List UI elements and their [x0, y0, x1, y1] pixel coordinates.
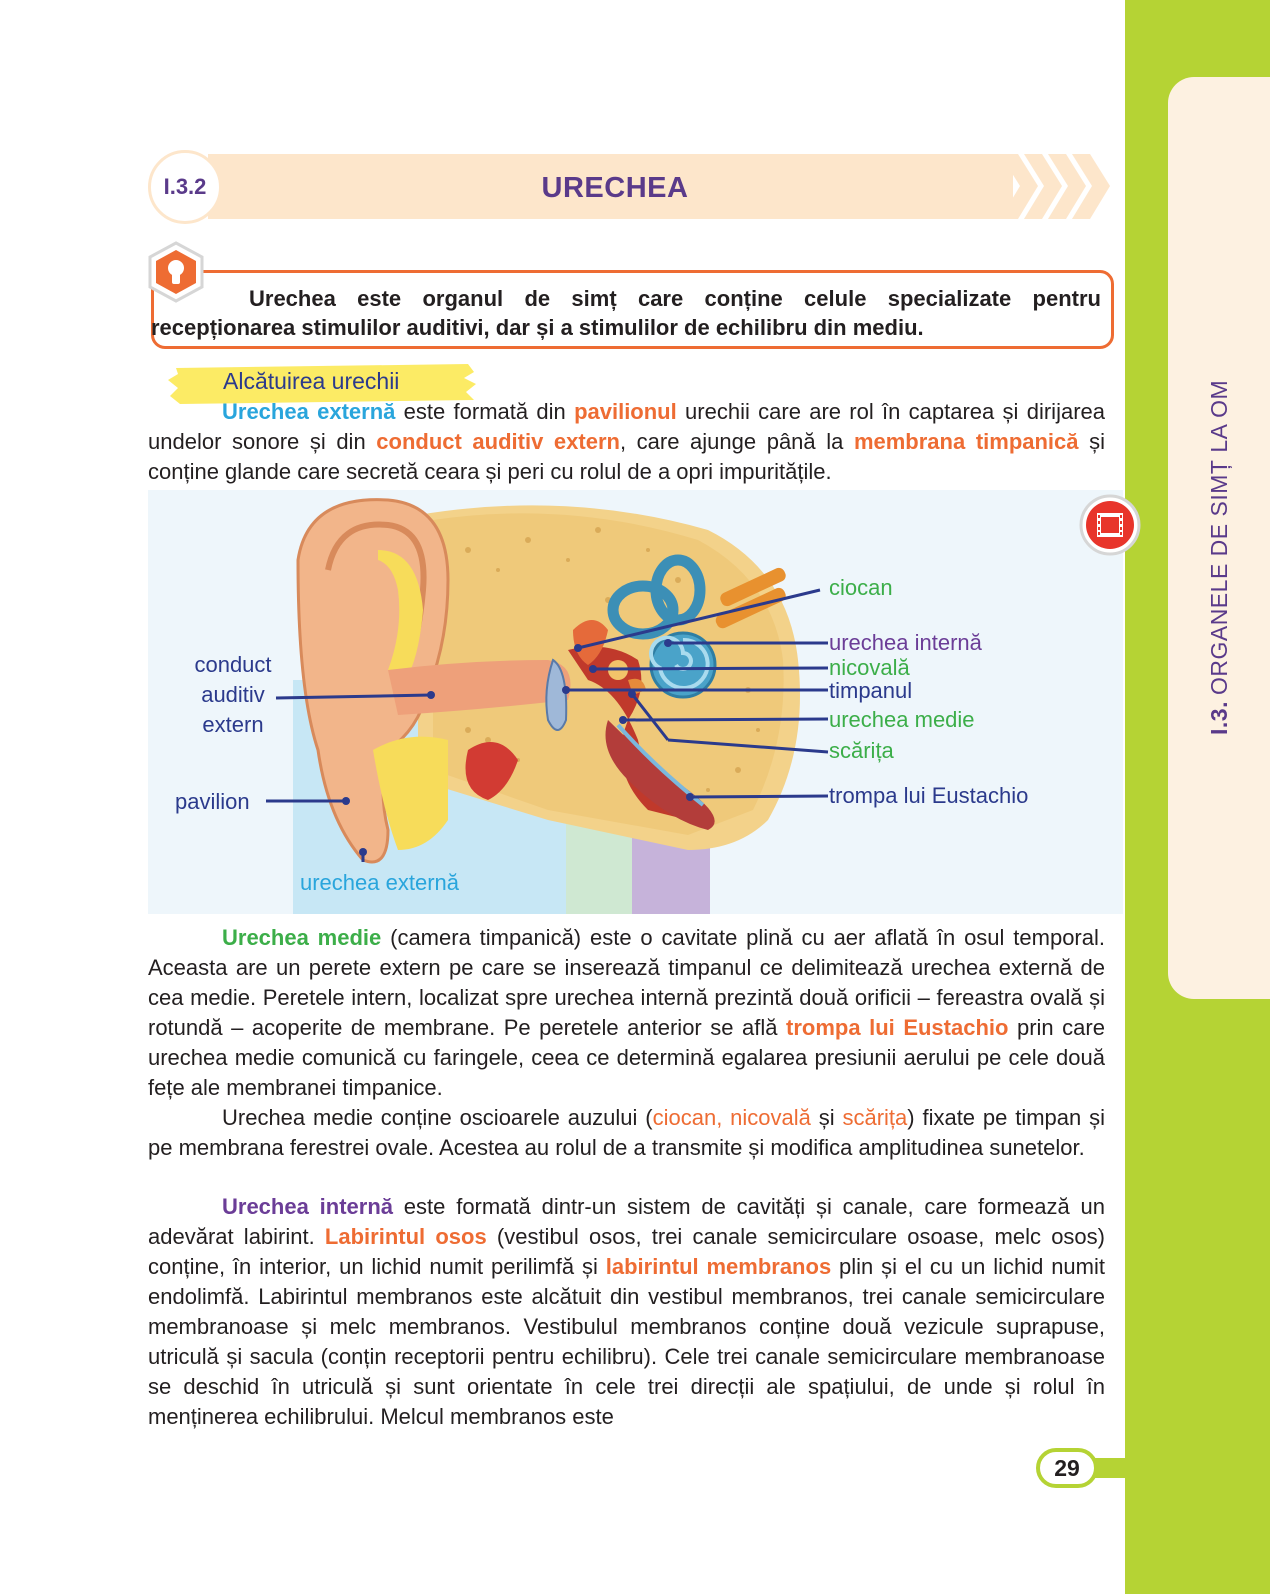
- term-stapes: scărița: [842, 1105, 908, 1130]
- paragraph-ossicles: [148, 1103, 1105, 1163]
- text-run: plin și el cu un lichid numit endolimfă. Labirintul membranos este alcătuit din vestibul membranos, trei canale semicirculare membranoase și melc membranos. Vestibulul membranos conține două vezicule suprapuse, utriculă și sacula (conțin receptorii pentru echilibru). Cele trei canale semicirculare membranoase se deschid în utriculă și sunt orientate în cele trei direcții ale spațiului, de unde și rolul în menținerea echilibrului. Melcul membranos este: [148, 1254, 1105, 1429]
- term-middle-ear: Urechea medie: [222, 925, 382, 950]
- section-number-badge: I.3.2: [148, 150, 222, 224]
- term-external-ear: Urechea externă: [222, 399, 396, 424]
- ear-anatomy-figure: [148, 490, 1123, 914]
- text-run: (camera timpanică) este o cavitate plină cu aer aflată în osul temporal. Aceasta are un perete extern pe care se inserează timpanul ce delimitează urechea externă de cea medie. Peretele intern, localizat spre urechea internă prezintă două orificii – fereastra ovală și rotundă – acoperite de membrane. Pe peretele anterior se află: [148, 925, 1105, 1040]
- text-run: este formată din: [395, 399, 575, 424]
- term-bony-labyrinth: Labirintul osos: [324, 1224, 487, 1249]
- chapter-title: ORGANELE DE SIMȚ LA OM: [1206, 379, 1232, 696]
- text-run: prin care urechea medie comunică cu faringele, ceea ce determină egalarea presiunii aerului pe cele două fețe ale membranei timpanice.: [148, 1015, 1105, 1100]
- text-run: este formată dintr-un sistem de cavități și canale, care formează un adevărat labirint.: [148, 1194, 1105, 1249]
- paragraph-middle-ear: [148, 923, 1105, 1103]
- label-line: auditiv: [201, 682, 265, 707]
- section-subheading: Alcătuirea urechii: [223, 368, 400, 394]
- term-pavilion: pavilionul: [574, 399, 677, 424]
- label-line: conduct: [194, 652, 272, 677]
- paragraph-external-ear: [148, 397, 1105, 487]
- chevrons-icon: [1000, 154, 1110, 219]
- definition-text: Urechea este organul de simț care conține celule specializate pentru recepționarea stimulilor auditivi, dar și a stimulilor de echilibru din mediu.: [151, 286, 1101, 340]
- text-run: Urechea medie conține oscioarele auzului (: [222, 1105, 653, 1130]
- label-ciocan: ciocan: [829, 575, 893, 600]
- page-number: 29: [1036, 1448, 1098, 1488]
- label-scarita: scărița: [829, 738, 894, 763]
- video-icon[interactable]: [1078, 493, 1142, 557]
- page-title: URECHEA: [541, 172, 689, 204]
- label-nicovala: nicovală: [829, 655, 910, 680]
- label-timpanul: timpanul: [829, 678, 913, 703]
- ear-illustration: [148, 490, 1123, 914]
- label-line: extern: [202, 712, 264, 737]
- text-run: , care ajunge până la: [619, 429, 854, 454]
- text-run: (vestibul osos, trei canale semicirculare osoase, melc osos) conține, în interior, un lichid numit perilimfă și: [148, 1224, 1105, 1279]
- text-run: ) fixate pe timpan și pe membrana ferestrei ovale. Acestea au rolul de a transmite și modifica amplitudinea sunetelor.: [148, 1105, 1105, 1160]
- text-run: urechii care are rol în captarea și dirijarea undelor sonore și din: [148, 399, 1105, 454]
- paragraph-inner-ear: [148, 1192, 1105, 1432]
- label-urechea-externa: urechea externă: [300, 870, 459, 895]
- label-conduct-auditiv-extern: [188, 650, 278, 740]
- chapter-number: I.3.: [1206, 701, 1232, 735]
- term-ossicles: ciocan, nicovală: [652, 1105, 811, 1130]
- text-run: și conține glande care secretă ceara și peri cu rolul de a opri impuritățile.: [148, 429, 1105, 484]
- label-pavilion: pavilion: [175, 789, 250, 814]
- label-urechea-medie: urechea medie: [829, 707, 975, 732]
- term-tympanic-membrane: membrana timpanică: [853, 429, 1079, 454]
- term-inner-ear: Urechea internă: [222, 1194, 393, 1219]
- text-run: și: [810, 1105, 843, 1130]
- label-trompa: trompa lui Eustachio: [829, 783, 1029, 808]
- term-eustachian-tube: trompa lui Eustachio: [786, 1015, 1009, 1040]
- chapter-label: [1206, 380, 1233, 735]
- term-membranous-labyrinth: labirintul membranos: [605, 1254, 832, 1279]
- term-ear-canal: conduct auditiv extern: [376, 429, 620, 454]
- keyhole-icon: [145, 241, 207, 303]
- label-urechea-interna: urechea internă: [829, 630, 982, 655]
